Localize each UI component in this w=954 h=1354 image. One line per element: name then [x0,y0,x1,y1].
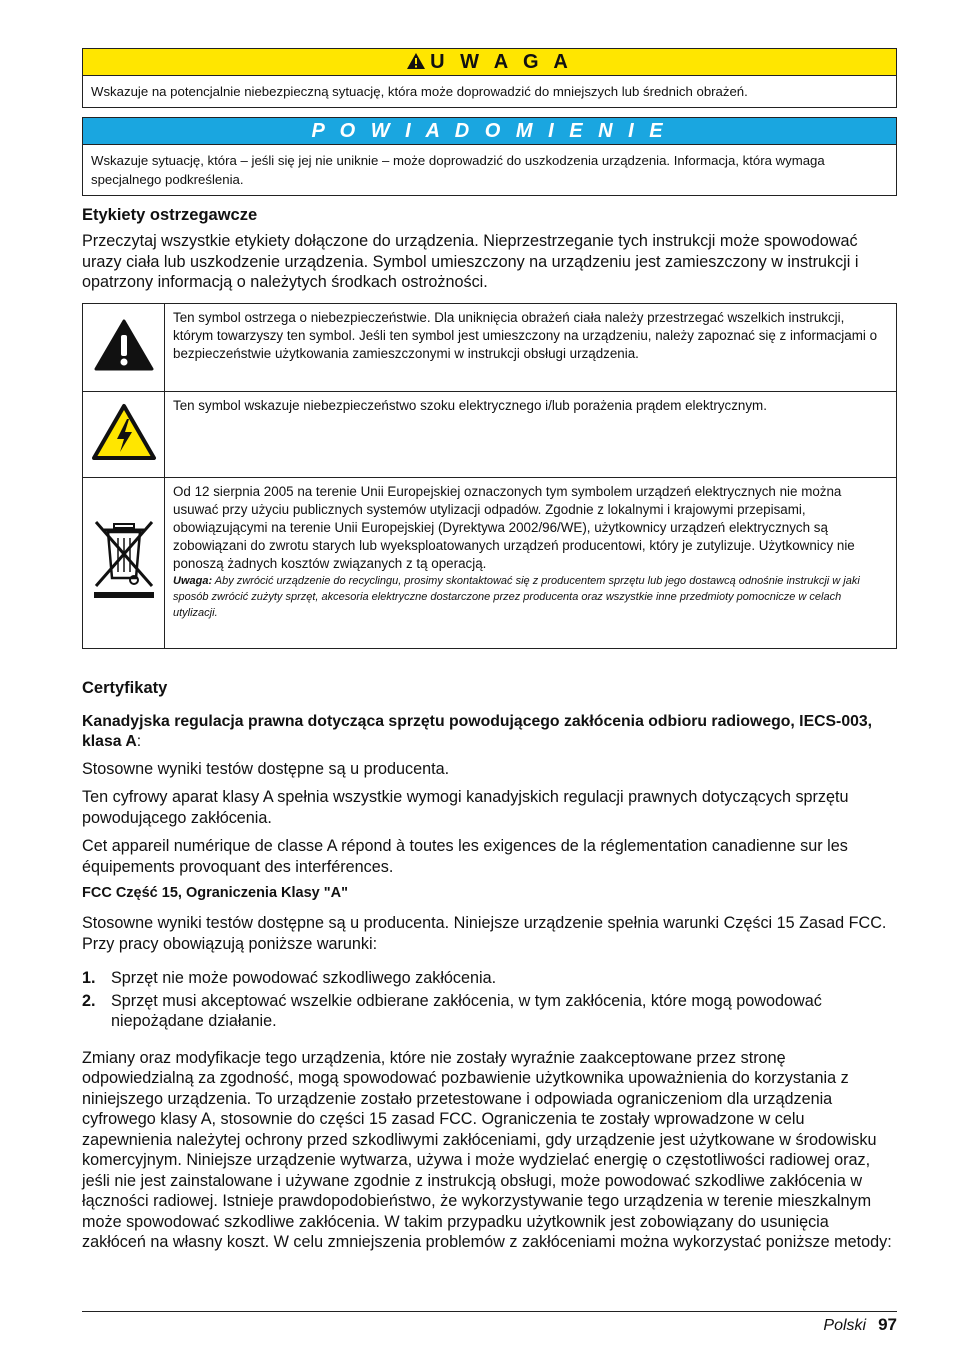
symbol-cell [83,477,165,648]
symbol-description: Ten symbol wskazuje niebezpieczeństwo szoku elektrycznego i/lub porażenia prądem elektrycznym. [165,391,897,477]
caution-text: Wskazuje na potencjalnie niebezpieczną sytuację, która może doprowadzić do mniejszych lub średnich obrażeń. [91,84,748,99]
symbol-description [165,477,897,648]
symbol-description: Ten symbol ostrzega o niebezpieczeństwie. Dla uniknięcia obrażeń ciała należy przestrzegać wszelkich instrukcji, którym towarzyszy ten symbol. Jeśli ten symbol jest umieszczony na urządzeniu, należy zapoznać się z informacjami o bezpieczeństwie użytkowania zamieszczonymi w instrukcji obsługi urządzenia. [165,303,897,391]
canada-p3: Cet appareil numérique de classe A répond à toutes les exigences de la réglementation canadienne sur les équipements provoquant des interférences. [82,837,848,876]
table-row [83,477,897,648]
list-item [82,991,897,1032]
notice-title: P O W I A D O M I E N I E [311,120,668,142]
table-row [83,303,897,391]
canada-p2: Ten cyfrowy aparat klasy A spełnia wszystkie wymogi kanadyjskich regulacji prawnych dotyczących sprzętu powodującego zakłócenia. [82,788,849,827]
list-item [82,968,897,989]
symbols-table [82,303,897,649]
symbol-cell [83,391,165,477]
list-number: 1. [82,969,96,987]
page-footer [82,1311,897,1335]
fcc-heading: FCC Część 15, Ograniczenia Klasy "A" [82,885,348,901]
canada-heading-text: Kanadyjska regulacja prawna dotycząca sprzętu powodującego zakłócenia odbioru radiowego, IECS-003, klasa A [82,712,873,750]
list-text: Sprzęt musi akceptować wszelkie odbierane zakłócenia, w tym zakłócenia, które mogą powodować niepożądane działanie. [111,991,822,1030]
weee-text: Od 12 sierpnia 2005 na terenie Unii Europejskiej oznaczonych tym symbolem urządzeń elektrycznych nie można usuwać przy użyciu publicznych systemów utylizacji odpadów. Zgodnie z lokalnymi i krajowymi przepisami, obowiązującymi na terenie Unii Europejskiej (Dyrektywa 2002/96/WE), użytkownicy urządzeń elektrycznych są zobowiązani do zwrotu starych lub wyeksploatowanych urządzeń producentowi, który je zutylizuje. Użytkownicy nie ponoszą żadnych kosztów związanych z tą operacją. [173,483,855,571]
canada-p1: Stosowne wyniki testów dostępne są u producenta. [82,759,450,778]
fcc-conditions-list [82,968,897,1032]
warning-triangle-icon [93,359,155,376]
warning-triangle-icon [406,51,426,77]
certifications-heading: Certyfikaty [82,678,168,697]
weee-crossed-bin-icon [90,589,158,606]
table-row [83,391,897,477]
canada-heading-colon: : [136,732,142,750]
caution-box [82,48,897,108]
warning-labels-heading: Etykiety ostrzegawcze [82,206,258,224]
electrical-hazard-icon [91,448,157,465]
symbol-cell [83,303,165,391]
caution-header [83,49,896,76]
document-page [82,48,897,1261]
caution-title: U W A G A [430,51,573,73]
warning-labels-intro: Przeczytaj wszystkie etykiety dołączone do urządzenia. Nieprzestrzeganie tych instrukcji może spowodować urazy ciała lub uszkodzenie urządzenia. Symbol umieszczony na urządzeniu jest zamieszczony w instrukcji i opatrzony informacją o należytych środkach ostrożności. [82,232,859,291]
weee-note [173,573,888,621]
footer-language: Polski [823,1317,867,1334]
canada-regulation-heading [82,712,897,752]
fcc-p1: Stosowne wyniki testów dostępne są u producenta. Niniejsze urządzenie spełnia warunki Części 15 Zasad FCC. Przy pracy obowiązują poniższe warunki: [82,914,887,953]
notice-text: Wskazuje sytuację, która – jeśli się jej nie uniknie – może doprowadzić do uszkodzenia urządzenia. Informacja, która wymaga specjalnego podkreślenia. [91,153,825,187]
fcc-p2: Zmiany oraz modyfikacje tego urządzenia, które nie zostały wyraźnie zaakceptowane przez stronę odpowiedzialną za zgodność, mogą spowodować pozbawienie użytkownika upoważnienia do korzystania z niniejszego urządzenia. To urządzenie zostało przetestowane i odpowiada ograniczeniom dla urządzenia cyfrowego klasy A, stosownie do części 15 zasad FCC. Ograniczenia te zostały wprowadzone w celu zapewnienia należytej ochrony przed szkodliwymi zakłóceniami, gdy urządzenie jest użytkowane w środowisku komercyjnym. Niniejsze urządzenie wytwarza, używa i może wydzielać energię o częstotliwości radiowej oraz, jeśli nie jest zainstalowane i używane zgodnie z instrukcją obsługi, może powodować szkodliwe zakłócenia w łączności radiowej. Istnieje prawdopodobieństwo, że wykorzystywanie tego urządzenia w terenie mieszkalnym może spowodować szkodliwe zakłócenia. W takim przypadku użytkownik jest zobowiązany do usunięcia zakłóceń na własny koszt. W celu zmniejszenia problemów z zakłóceniami można wykorzystać poniższe metody: [82,1048,892,1251]
notice-header [83,118,896,145]
page-number: 97 [878,1315,897,1334]
note-text: Aby zwrócić urządzenie do recyclingu, prosimy skontaktować się z producentem sprzętu lub jego dostawcą odnośnie instrukcji w jaki sposób zwrócić zużyty sprzęt, akcesoria elektryczne dostarczone przez producenta oraz wszystkie inne przedmioty pomocnicze w celach utylizacji. [173,574,860,619]
list-text: Sprzęt nie może powodować szkodliwego zakłócenia. [111,969,497,987]
note-label: Uwaga: [173,574,213,587]
notice-box [82,117,897,196]
list-number: 2. [82,991,96,1010]
